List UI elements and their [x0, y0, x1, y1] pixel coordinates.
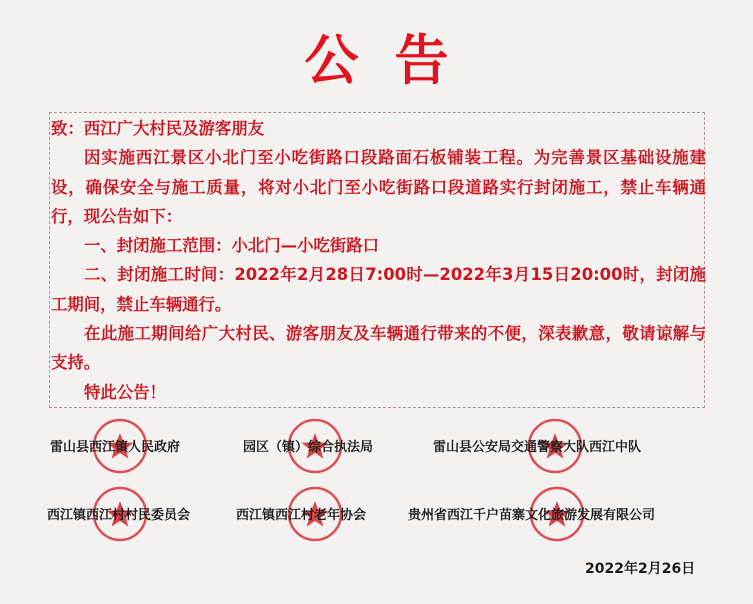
intro-paragraph: 因实施西江景区小北门至小吃街路口段路面石板铺装工程。为完善景区基础设施建设，确保安全与施工质量，将对小北门至小吃街路口段道路实行封闭施工，禁止车辆通行，现公告如下：: [51, 148, 706, 226]
signatory-law-enforcement-bureau: 园区（镇）综合执法局: [243, 440, 374, 455]
signatory-town-government: 雷山县西江镇人民政府: [50, 440, 181, 455]
scope-item: 一、封闭施工范围：小北门—小吃街路口: [84, 236, 380, 256]
time-item: 二、封闭施工时间：2022年2月28日7:00时—2022年3月15日20:00时，封闭施工期间，禁止车辆通行。: [51, 265, 706, 314]
closing-line: 特此公告！: [84, 382, 166, 402]
signatory-village-committee: 西江镇西江村村民委员会: [47, 508, 191, 523]
notice-title: 公告: [304, 29, 485, 92]
signatory-elders-association: 西江镇西江村老年协会: [236, 508, 367, 523]
salutation: 致：西江广大村民及游客朋友: [51, 119, 265, 138]
signatory-traffic-police: 雷山县公安局交通警察大队西江中队: [433, 440, 642, 455]
notice-date: 2022年2月26日: [585, 561, 696, 577]
notice-body: [51, 114, 706, 407]
signatory-tourism-company: 贵州省西江千户苗寨文化旅游发展有限公司: [408, 508, 656, 523]
apology-paragraph: 在此施工期间给广大村民、游客朋友及车辆通行带来的不便，深表歉意，敬请谅解与支持。: [51, 324, 706, 373]
